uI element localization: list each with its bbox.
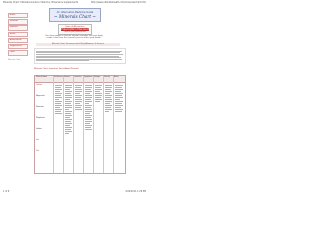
- table-header-cell: Symptoms: [84, 76, 93, 78]
- table-header-cell: Dosage: [94, 76, 101, 78]
- ad-line-3: Save on your prescriptions: [64, 31, 86, 33]
- table-row-label: Sodium: [36, 129, 42, 130]
- site-banner[interactable]: [49, 8, 101, 22]
- sidebar: [8, 13, 28, 61]
- table-row-label: Potassium: [36, 107, 44, 108]
- sidebar-note: Minerals Chart: [8, 58, 21, 61]
- table-header: [35, 76, 125, 83]
- page-count: 1 of 6: [3, 190, 10, 193]
- ad-line-2: Prescription Discount: [61, 28, 89, 32]
- sidebar-item-home[interactable]: Home: [8, 13, 28, 18]
- print-timestamp: 3/20/2011 1:29 PM: [125, 190, 146, 193]
- section-title: Minerals Chart: Important Facts About Minerals: [34, 68, 79, 70]
- sidebar-item-amino-acids[interactable]: Amino Acids: [8, 38, 28, 43]
- table-row-label[interactable]: Iron: [36, 140, 39, 141]
- sidebar-item-supplements[interactable]: Supplements: [8, 44, 28, 49]
- table-header-cell: Mineral Name: [36, 76, 48, 78]
- sidebar-item-minerals[interactable]: Minerals: [8, 25, 28, 30]
- table-row-label[interactable]: Calcium: [36, 85, 43, 86]
- print-header-url: http://www.ultimatehealth.info/minerals/chart.htm: [90, 1, 146, 4]
- advertisement[interactable]: [58, 24, 92, 35]
- section-nav-bar[interactable]: Minerals Chart: Recommended Daily Allowance & Sources: [36, 43, 120, 46]
- minerals-table: [34, 75, 126, 174]
- sidebar-item-links[interactable]: Links: [8, 50, 28, 55]
- table-header-cell: Functions: [74, 76, 82, 78]
- table-row-label: Phosphorus: [36, 118, 45, 119]
- table-header-cell: Deficiencies: [54, 76, 64, 78]
- table-row-label: Magnesium: [36, 96, 45, 97]
- print-header-title: Minerals Chart: Ultimate Guide to Vitamins, Minerals & Supplements: [3, 1, 78, 4]
- intro-paragraph: [34, 48, 126, 64]
- print-footer: [0, 188, 149, 196]
- page-subtitle: Use these pages to find the natural remedies that your body needs. Learn how the minerals you eat affect your health.: [45, 35, 103, 40]
- ad-line-1: Home of Alternatives: [65, 26, 85, 28]
- banner-title: ~ Minerals Chart ~: [54, 13, 96, 19]
- sidebar-item-herbs[interactable]: Herbs: [8, 32, 28, 37]
- table-header-cell: Sources: [64, 76, 71, 78]
- banner-kicker: Dr. Alternative Medicine Guide: [56, 10, 94, 14]
- table-header-cell: Toxicity: [104, 76, 110, 78]
- table-row-label[interactable]: Zinc: [36, 151, 40, 152]
- print-header: [0, 0, 149, 6]
- sidebar-item-vitamins[interactable]: Vitamins: [8, 19, 28, 24]
- table-header-cell: Notes: [114, 76, 119, 78]
